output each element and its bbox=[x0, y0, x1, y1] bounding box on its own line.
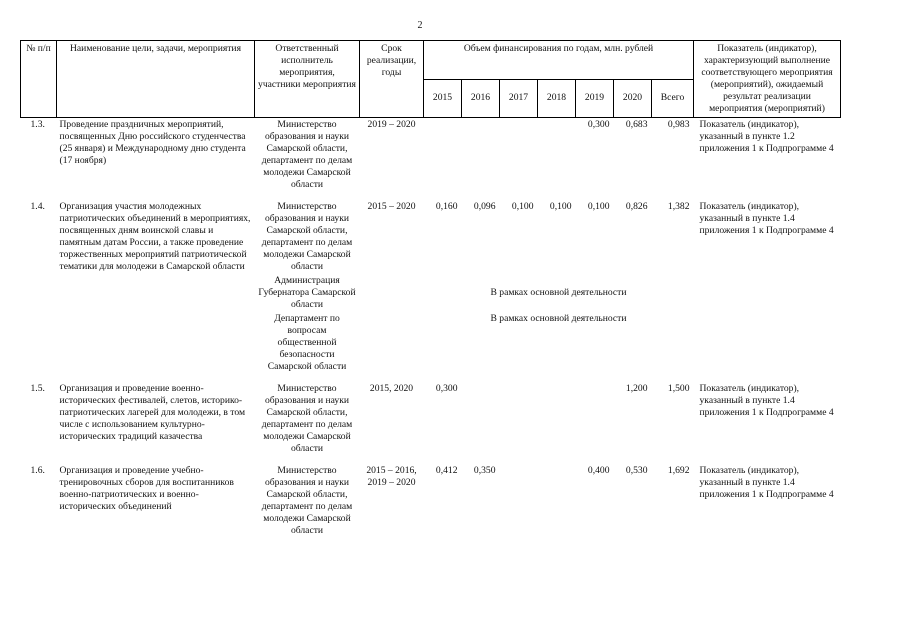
value-2020: 1,200 bbox=[625, 383, 648, 394]
row-term: 2015 – 2016, 2019 – 2020 bbox=[366, 465, 417, 488]
row-term: 2019 – 2020 bbox=[367, 119, 416, 130]
value-2020: 0,530 bbox=[625, 465, 648, 476]
value-2018 bbox=[538, 464, 576, 538]
basic-activity-note: В рамках основной деятельности bbox=[490, 313, 627, 324]
row-num: 1.4. bbox=[30, 201, 45, 212]
value-2016: 0,096 bbox=[473, 201, 496, 212]
value-total: 0,983 bbox=[667, 119, 690, 130]
row-executor: Администрация Губернатора Самарской области bbox=[258, 275, 356, 310]
row-num: 1.5. bbox=[30, 383, 45, 394]
row-indicator: Показатель (индикатор), указанный в пункте 1.2 приложения 1 к Подпрограмме 4 bbox=[699, 119, 834, 154]
value-2017: 0,100 bbox=[511, 201, 534, 212]
header-year: 2015 bbox=[424, 79, 462, 118]
header-year: 2018 bbox=[538, 79, 576, 118]
row-name: Организация и проведение военно-исторических фестивалей, слетов, историко-патриотических лагерей для молодежи, в том числе с использованием культурно-исторических традиций казачества bbox=[59, 383, 246, 442]
value-2019: 0,400 bbox=[587, 465, 610, 476]
value-total: 1,692 bbox=[667, 465, 690, 476]
funding-table bbox=[20, 40, 841, 538]
value-2015 bbox=[424, 118, 462, 193]
table-row bbox=[21, 464, 841, 538]
row-name: Организация участия молодежных патриотических объединений в мероприятиях, посвященных дням воинской славы и памятным датам России, а также проведение торжественных мероприятий патриотической тематики для молодежи в Самарской области bbox=[59, 201, 251, 272]
value-2019: 0,300 bbox=[587, 119, 610, 130]
row-executor: Министерство образования и науки Самарской области, департамент по делам молодежи Самарской области bbox=[261, 465, 353, 536]
header-num: № п/п bbox=[21, 41, 57, 118]
value-2015: 0,412 bbox=[435, 465, 458, 476]
row-executor: Департамент по вопросам общественной безопасности Самарской области bbox=[267, 313, 347, 372]
header-year: 2020 bbox=[614, 79, 652, 118]
row-num: 1.3. bbox=[30, 119, 45, 130]
header-year: 2016 bbox=[462, 79, 500, 118]
header-indicator: Показатель (индикатор), характеризующий выполнение соответствующего мероприятия (мероприятий), ожидаемый результат реализации мероприятия (мероприятий) bbox=[694, 41, 841, 118]
row-executor: Министерство образования и науки Самарской области, департамент по делам молодежи Самарской области bbox=[261, 201, 353, 272]
header-year-total: Всего bbox=[652, 79, 694, 118]
row-term: 2015 – 2020 bbox=[367, 201, 416, 212]
value-2019 bbox=[576, 382, 614, 456]
value-2019: 0,100 bbox=[587, 201, 610, 212]
value-2020: 0,826 bbox=[625, 201, 648, 212]
row-executor: Министерство образования и науки Самарской области, департамент по делам молодежи Самарской области bbox=[261, 119, 353, 190]
value-2020: 0,683 bbox=[625, 119, 648, 130]
row-indicator: Показатель (индикатор), указанный в пункте 1.4 приложения 1 к Подпрограмме 4 bbox=[699, 383, 834, 418]
row-name: Организация и проведение учебно-тренировочных сборов для воспитанников военно-патриотических и военно-исторических объединений bbox=[59, 465, 234, 512]
table-row bbox=[21, 118, 841, 193]
value-2016 bbox=[462, 382, 500, 456]
basic-activity-note: В рамках основной деятельности bbox=[490, 287, 627, 298]
header-funding: Объем финансирования по годам, млн. рублей bbox=[424, 41, 694, 80]
row-term: 2015, 2020 bbox=[369, 383, 414, 394]
value-2017 bbox=[500, 464, 538, 538]
value-2018: 0,100 bbox=[549, 201, 572, 212]
value-total: 1,500 bbox=[667, 383, 690, 394]
header-term: Срок реализации, годы bbox=[360, 41, 424, 118]
page-number: 2 bbox=[417, 20, 423, 31]
value-2017 bbox=[500, 118, 538, 193]
row-indicator: Показатель (индикатор), указанный в пункте 1.4 приложения 1 к Подпрограмме 4 bbox=[699, 201, 834, 236]
value-2017 bbox=[500, 382, 538, 456]
header-year: 2019 bbox=[576, 79, 614, 118]
header-executor: Ответственный исполнитель мероприятия, участники мероприятия bbox=[255, 41, 360, 118]
value-2015: 0,160 bbox=[435, 201, 458, 212]
row-executor: Министерство образования и науки Самарской области, департамент по делам молодежи Самарской области bbox=[261, 383, 353, 454]
header-name: Наименование цели, задачи, мероприятия bbox=[57, 41, 255, 118]
value-2018 bbox=[538, 118, 576, 193]
table-row bbox=[21, 200, 841, 274]
value-2016: 0,350 bbox=[473, 465, 496, 476]
row-num: 1.6. bbox=[30, 465, 45, 476]
row-indicator: Показатель (индикатор), указанный в пункте 1.4 приложения 1 к Подпрограмме 4 bbox=[699, 465, 834, 500]
value-2015: 0,300 bbox=[435, 383, 458, 394]
value-2018 bbox=[538, 382, 576, 456]
value-2016 bbox=[462, 118, 500, 193]
row-name: Проведение праздничных мероприятий, посвященных Дню российского студенчества (25 января) и Международному дню студента (17 ноября) bbox=[59, 119, 246, 166]
value-total: 1,382 bbox=[667, 201, 690, 212]
table-row bbox=[21, 382, 841, 456]
header-year: 2017 bbox=[500, 79, 538, 118]
